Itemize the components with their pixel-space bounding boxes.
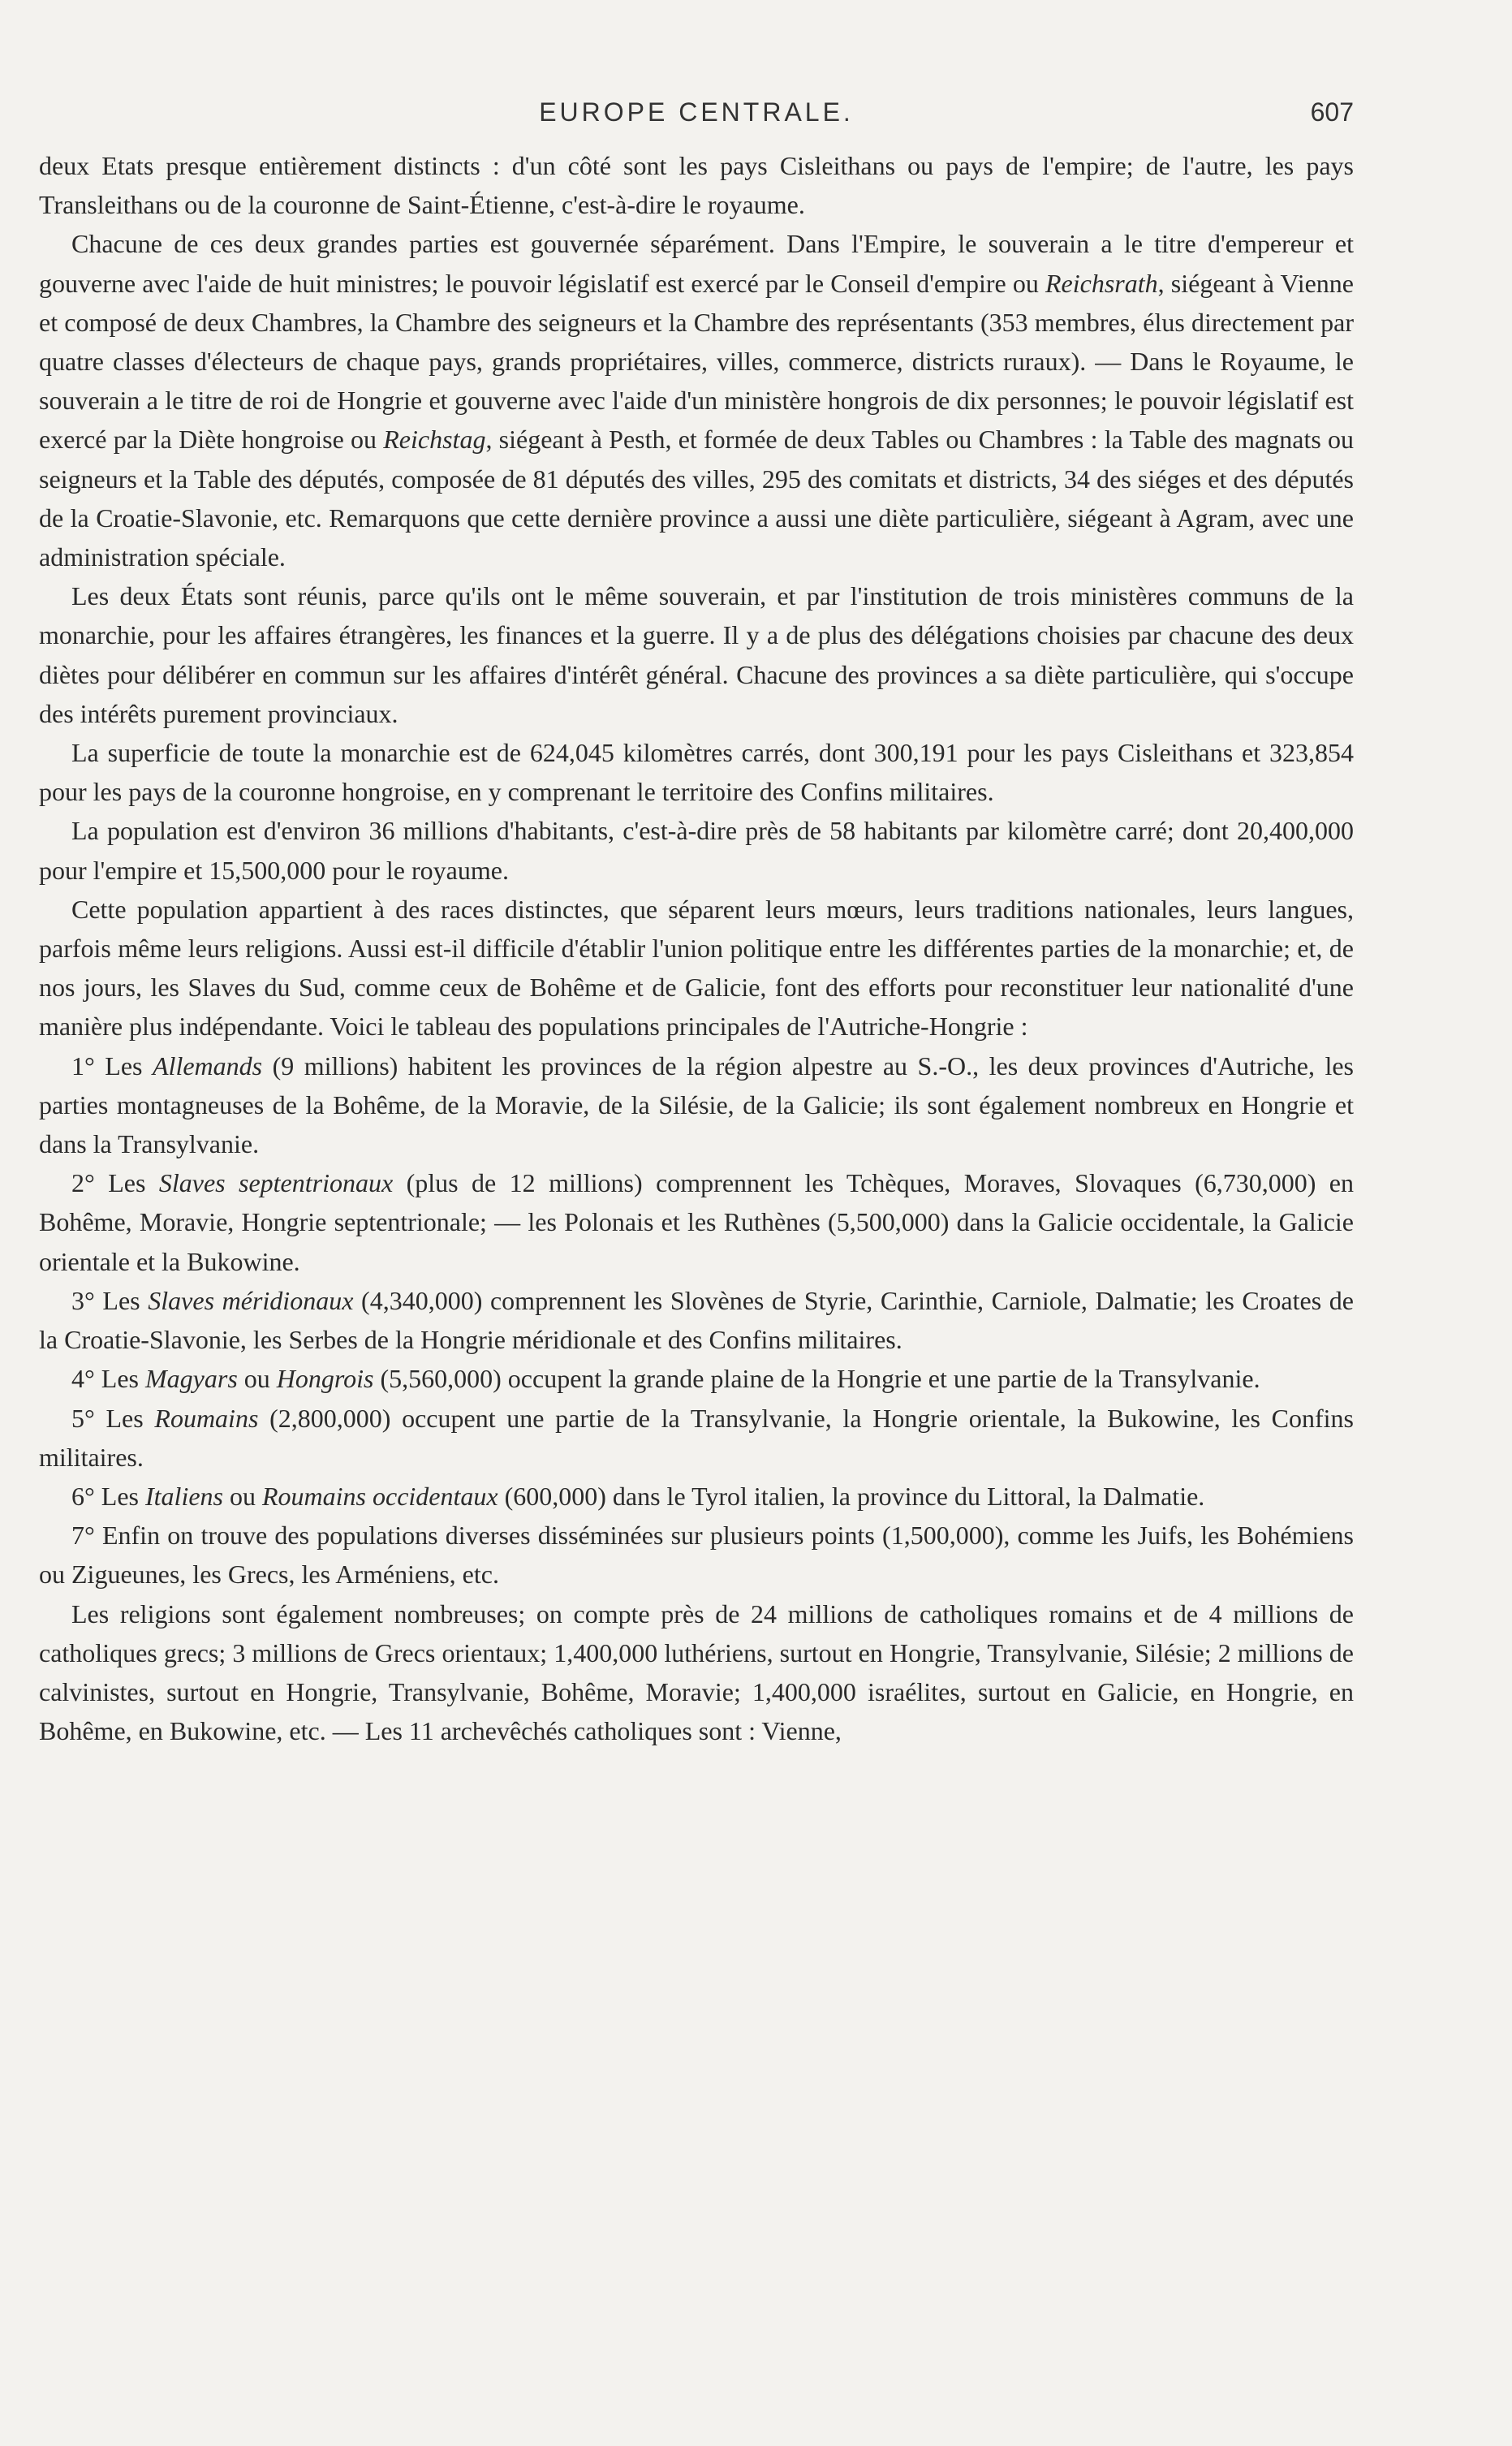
list-item: 3° Les Slaves méridionaux (4,340,000) comprennent les Slovènes de Styrie, Carinthie, Carniole, Dalmatie; les Croates de la Croatie-Slavonie, les Serbes de la Hongrie méridionale et des Confins militaires. [39,1285,1355,1355]
list-item: 6° Les Italiens ou Roumains occidentaux (600,000) dans le Tyrol italien, la province du Littoral, la Dalmatie. [71,1481,1205,1511]
list-item: 7° Enfin on trouve des populations diverses disséminées sur plusieurs points (1,500,000), comme les Juifs, les Bohémiens ou Zigueunes, les Grecs, les Arméniens, etc. [39,1521,1354,1590]
book-page [39,89,1354,1750]
paragraph: Les deux États sont réunis, parce qu'ils ont le même souverain, et par l'institution de trois ministères communs de la monarchie, pour les affaires étrangères, les finances et la guerre. Il y a de plus des délégations choisies par chacune des deux diètes pour délibérer en commun sur les affaires d'intérêt général. Chacune des provinces a sa diète particulière, qui s'occupe des intérêts purement provinciaux. [39,581,1354,728]
running-head: EUROPE CENTRALE. [539,97,854,127]
paragraph: Chacune de ces deux grandes parties est gouvernée séparément. Dans l'Empire, le souverain a le titre d'empereur et gouverne avec l'aide de huit ministres; le pouvoir législatif est exercé par le Conseil d'empire ou Reichsrath, siégeant à Vienne et composé de deux Chambres, la Chambre des seigneurs et la Chambre des représentants (353 membres, élus directement par quatre classes d'électeurs de chaque pays, grands propriétaires, villes, commerce, districts ruraux). — Dans le Royaume, le souverain a le titre de roi de Hongrie et gouverne avec l'aide d'un ministère hongrois de dix personnes; le pouvoir législatif est exercé par la Diète hongroise ou Reichstag, siégeant à Pesth, et formée de deux Tables ou Chambres : la Table des magnats ou seigneurs et la Table des députés, composée de 81 députés des villes, 295 des comitats et districts, 34 des siéges et des députés de la Croatie-Slavonie, etc. Remarquons que cette dernière province a aussi une diète particulière, siégeant à Agram, avec une administration spéciale. [39,229,1355,572]
page-header [39,89,1354,138]
paragraph: La population est d'environ 36 millions d'habitants, c'est-à-dire près de 58 habitants par kilomètre carré; dont 20,400,000 pour l'empire et 15,500,000 pour le royaume. [39,816,1354,885]
paragraph: Cette population appartient à des races distinctes, que séparent leurs mœurs, leurs traditions nationales, leurs langues, parfois même leurs religions. Aussi est-il difficile d'établir l'union politique entre les différentes parties de la monarchie; et, de nos jours, les Slaves du Sud, comme ceux de Bohême et de Galicie, font des efforts pour reconstituer leur nationalité d'une manière plus indépendante. Voici le tableau des populations principales de l'Autriche-Hongrie : [39,894,1354,1042]
paragraph: Les religions sont également nombreuses; on compte près de 24 millions de catholiques romains et de 4 millions de catholiques grecs; 3 millions de Grecs orientaux; 1,400,000 luthériens, surtout en Hongrie, Transylvanie, Silésie; 2 millions de calvinistes, surtout en Hongrie, Transylvanie, Bohême, Moravie; 1,400,000 israélites, surtout en Galicie, en Hongrie, en Bohême, en Bukowine, etc. — Les 11 archevêchés catholiques sont : Vienne, [39,1598,1354,1746]
page-body [39,146,1354,1750]
list-item: 2° Les Slaves septentrionaux (plus de 12 millions) comprennent les Tchèques, Moraves, Slovaques (6,730,000) en Bohême, Moravie, Hongrie septentrionale; — les Polonais et les Ruthènes (5,500,000) dans la Galicie occidentale, la Galicie orientale et la Bukowine. [39,1168,1355,1276]
paragraph: La superficie de toute la monarchie est de 624,045 kilomètres carrés, dont 300,191 pour les pays Cisleithans et 323,854 pour les pays de la couronne hongroise, en y comprenant le territoire des Confins militaires. [39,738,1354,807]
list-item: 1° Les Allemands (9 millions) habitent les provinces de la région alpestre au S.-O., les deux provinces d'Autriche, les parties montagneuses de la Bohême, de la Moravie, de la Silésie, de la Galicie; ils sont également nombreux en Hongrie et dans la Transylvanie. [39,1050,1355,1159]
list-item: 5° Les Roumains (2,800,000) occupent une partie de la Transylvanie, la Hongrie orientale, la Bukowine, les Confins militaires. [39,1403,1355,1472]
paragraph: deux Etats presque entièrement distincts : d'un côté sont les pays Cisleithans ou pays de l'empire; de l'autre, les pays Transleithans ou de la couronne de Saint-Étienne, c'est-à-dire le royaume. [39,151,1354,220]
list-item: 4° Les Magyars ou Hongrois (5,560,000) occupent la grande plaine de la Hongrie et une partie de la Transylvanie. [71,1364,1260,1394]
page-number: 607 [1310,97,1354,127]
